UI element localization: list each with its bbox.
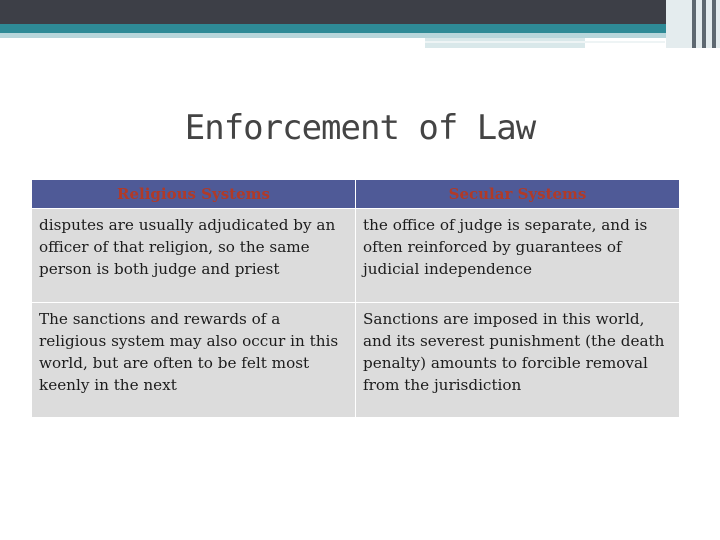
table-header-row: [32, 180, 680, 209]
corner-bar: [692, 0, 696, 48]
corner-bar: [712, 0, 716, 48]
slide-title: Enforcement of Law: [184, 108, 536, 148]
top-band-light: [0, 33, 720, 38]
corner-bar: [702, 0, 706, 48]
top-band-teal: [0, 24, 720, 33]
corner-decoration: [666, 0, 720, 48]
table-cell: The sanctions and rewards of a religious system may also occur in this world, but are often to be felt most keenly in the next: [32, 303, 356, 418]
accent-stripe: [425, 38, 585, 48]
table-row: [32, 209, 680, 303]
table-cell: disputes are usually adjudicated by an officer of that religion, so the same person is both judge and priest: [32, 209, 356, 303]
top-band-dark: [0, 0, 720, 24]
comparison-table: [31, 179, 680, 418]
header-secular-systems: Secular Systems: [356, 180, 680, 209]
table-row: [32, 303, 680, 418]
table-cell: the office of judge is separate, and is often reinforced by guarantees of judicial independence: [356, 209, 680, 303]
header-religious-systems: Religious Systems: [32, 180, 356, 209]
accent-stripe-thin: [425, 41, 665, 43]
table-cell: Sanctions are imposed in this world, and its severest punishment (the death penalty) amounts to forcible removal from the jurisdiction: [356, 303, 680, 418]
